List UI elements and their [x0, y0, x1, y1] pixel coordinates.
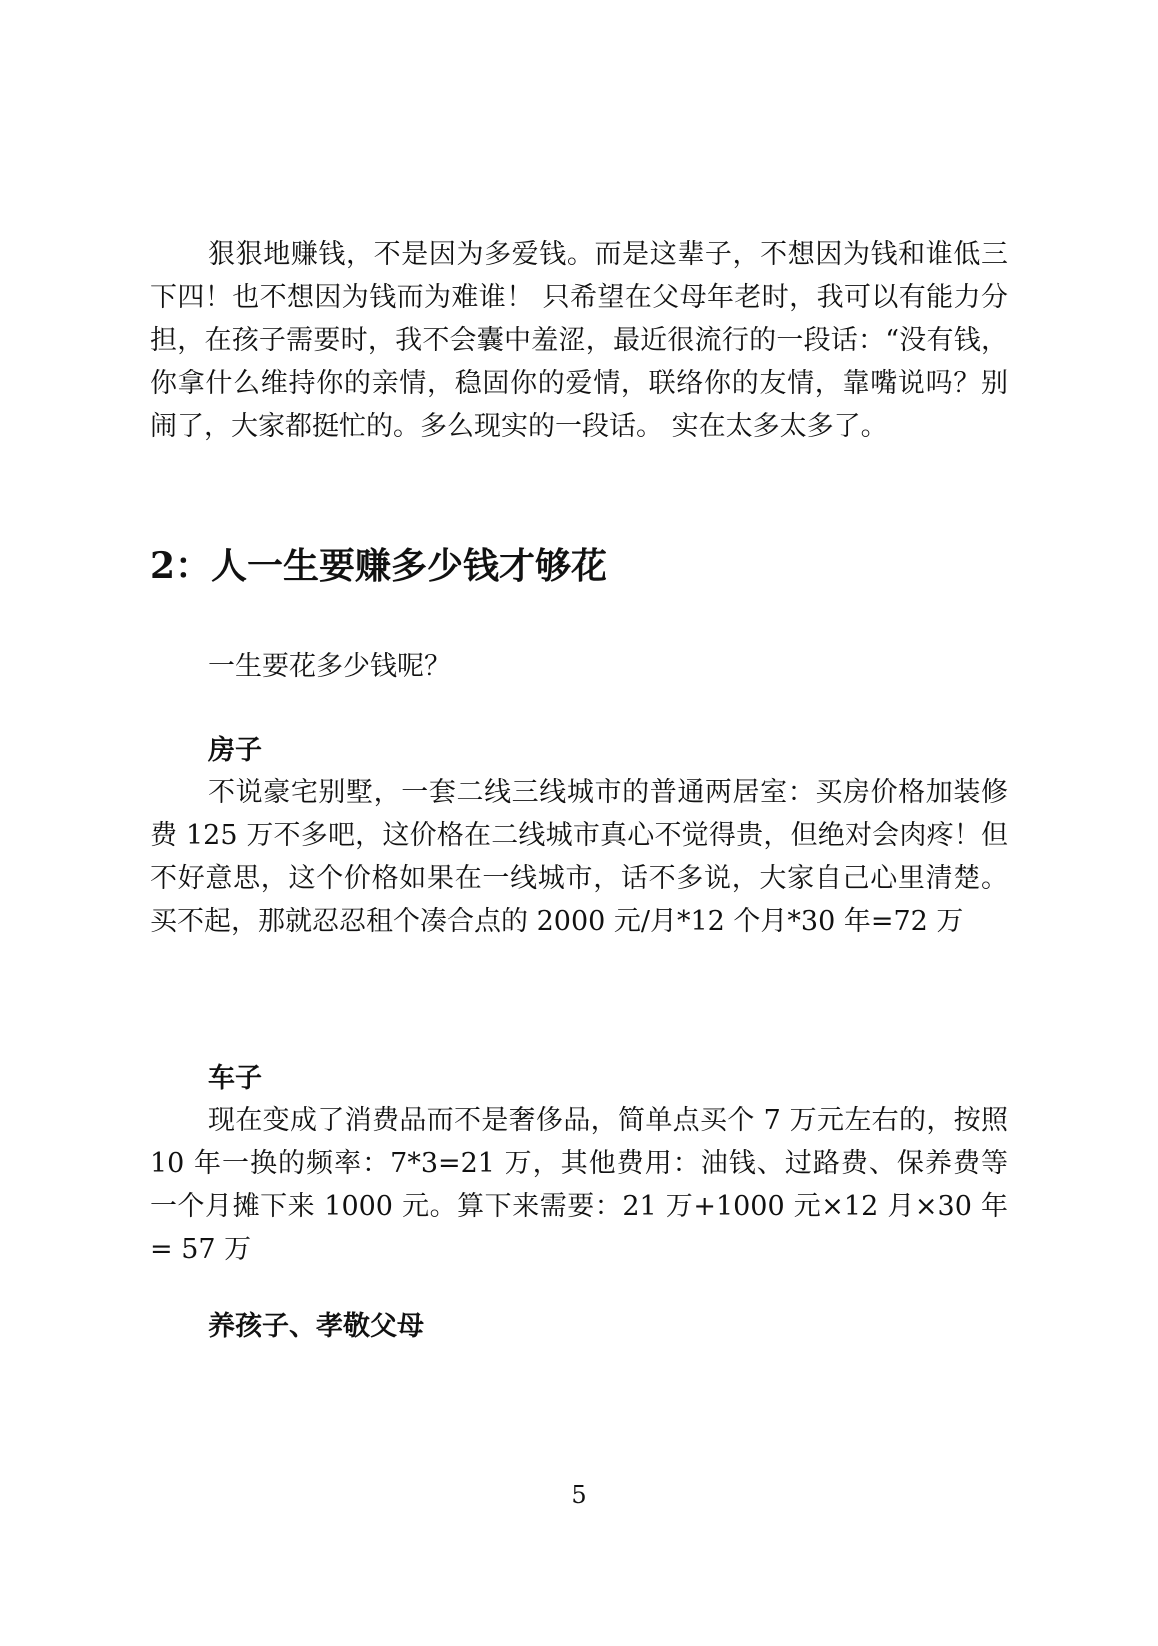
page-number: 5	[571, 1481, 587, 1509]
house-paragraph: 不说豪宅别墅，一套二线三线城市的普通两居室：买房价格加装修费 125 万不多吧，这价格在二线城市真心不觉得贵，但绝对会肉疼！但不好意思，这个价格如果在一线城市，话不多说，大家自己心里清楚。买不起，那就忍忍租个凑合点的 2000 元/月*12 个月*30 年=72 万	[150, 777, 1008, 937]
car-heading: 车子	[208, 1063, 262, 1094]
children-parents-heading: 养孩子、孝敬父母	[208, 1311, 424, 1342]
section-heading: 2：人一生要赚多少钱才够花	[150, 545, 608, 587]
question-line: 一生要花多少钱呢？	[208, 651, 451, 682]
intro-paragraph: 狠狠地赚钱，不是因为多爱钱。而是这辈子，不想因为钱和谁低三下四！也不想因为钱而为难谁！ 只希望在父母年老时，我可以有能力分担，在孩子需要时，我不会囊中羞涩，最近很流行的一段话：“没有钱，你拿什么维持你的亲情，稳固你的爱情，联络你的友情，靠嘴说吗？别闹了，大家都挺忙的。多么现实的一段话。 实在太多太多了。	[150, 239, 1008, 442]
house-heading: 房子	[208, 735, 262, 766]
car-paragraph: 现在变成了消费品而不是奢侈品，简单点买个 7 万元左右的，按照 10 年一换的频率：7*3=21 万，其他费用：油钱、过路费、保养费等一个月摊下来 1000 元。算下来需要：21 万+1000 元×12 月×30 年 = 57 万	[150, 1105, 1008, 1265]
